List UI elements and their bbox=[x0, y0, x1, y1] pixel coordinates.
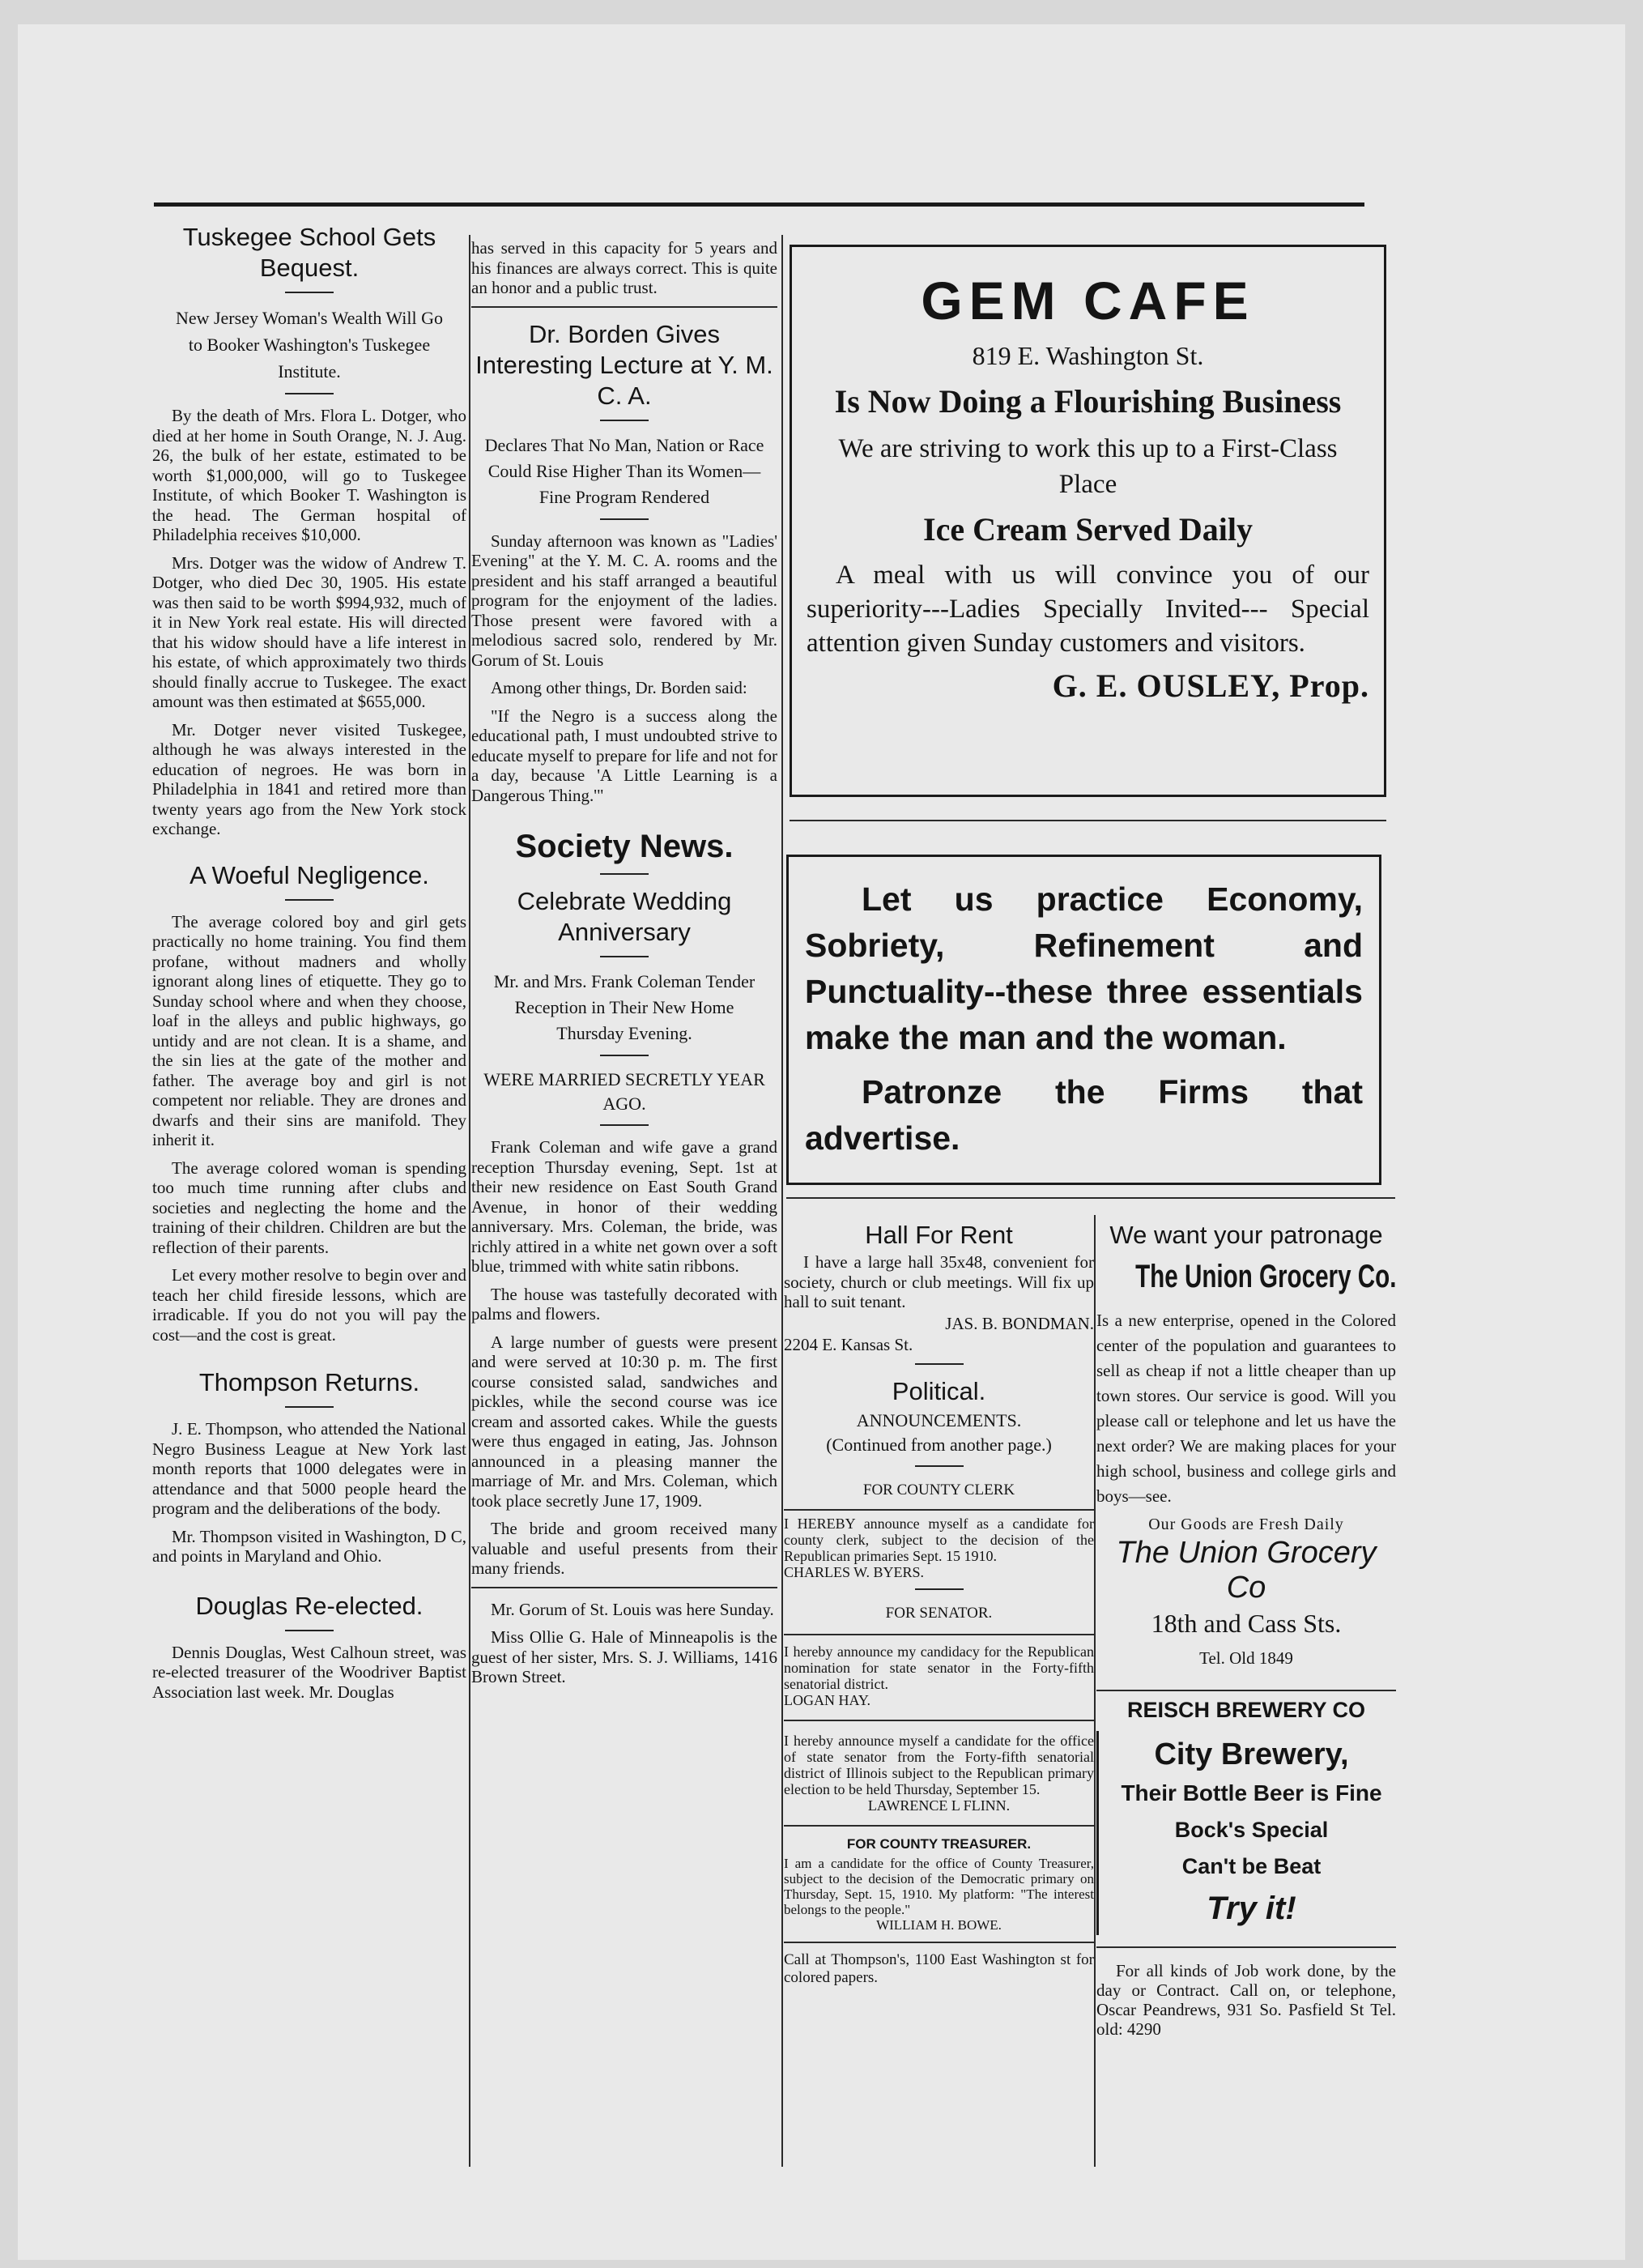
gem-cafe-address: 819 E. Washington St. bbox=[972, 341, 1204, 370]
divider bbox=[784, 1942, 1094, 1943]
union-fresh-daily: Our Goods are Fresh Daily bbox=[1148, 1516, 1344, 1533]
gem-cafe-line2: We are striving to work this up to a First-Class Place bbox=[838, 434, 1338, 499]
brewery-line1: City Brewery, bbox=[1154, 1737, 1349, 1771]
brewery-ad bbox=[1096, 1731, 1396, 1935]
divider bbox=[285, 1630, 334, 1631]
divider bbox=[471, 306, 777, 308]
economy-line1: Let us practice Economy, Sobriety, Refinement and Punctuality--these three essentials make the man and the woman. bbox=[805, 880, 1363, 1056]
headline-hall-for-rent: Hall For Rent bbox=[865, 1221, 1013, 1249]
union-telephone: Tel. Old 1849 bbox=[1199, 1648, 1293, 1668]
society-note: Miss Ollie G. Hale of Minneapolis is the guest of her sister, Mrs. S. J. Williams, 1416 Brown Street. bbox=[471, 1627, 777, 1686]
column-3 bbox=[784, 1215, 1094, 1987]
brewery-line3: Bock's Special bbox=[1174, 1818, 1329, 1842]
column-1 bbox=[152, 212, 466, 1710]
senator-flinn-signature: LAWRENCE L FLINN. bbox=[867, 1797, 1011, 1814]
paragraph: J. E. Thompson, who attended the National Negro Business League at New York last month reports that 1000 delegates were in attendance and that 5000 people heard the program and the deliberations of the body. bbox=[152, 1419, 466, 1518]
divider bbox=[1096, 1690, 1396, 1691]
society-note: Mr. Gorum of St. Louis was here Sunday. bbox=[491, 1599, 774, 1619]
paragraph: The average colored boy and girl gets practically no home training. You find them profane, without madners and wholly ignorant along lines of etiquette. They go to Sunday school where and when they choose, loaf in the alleys and public highways, go untidy and are not clean. It is a shame, and the sin lies at the gate of the mother and father. The average boy and girl is not competent nor reliable. They are drones and dwarfs and their sins are manifold. They inherit it. bbox=[152, 911, 466, 1149]
hall-signature: JAS. B. BONDMAN. bbox=[945, 1313, 1094, 1333]
deck-wedding: Mr. and Mrs. Frank Coleman Tender Reception in Their New Home Thursday Evening. bbox=[493, 971, 756, 1043]
senator-hay-signature: LOGAN HAY. bbox=[784, 1691, 871, 1708]
union-address: 18th and Cass Sts. bbox=[1151, 1609, 1342, 1638]
divider bbox=[784, 1825, 1094, 1827]
headline-thompson: Thompson Returns. bbox=[198, 1368, 420, 1396]
hall-body: I have a large hall 35x48, convenient for society, church or club meetings. Will fix up hall to suit tenant. bbox=[784, 1252, 1094, 1311]
headline-borden: Dr. Borden Gives Interesting Lecture at Y. M. C. A. bbox=[475, 319, 773, 410]
divider bbox=[600, 518, 649, 520]
treasurer-text: I am a candidate for the office of County Treasurer, subject to the decision of the Democratic primary on Thursday, Sept. 15, 1910. My platform: "The interest belongs to the people." bbox=[784, 1855, 1094, 1917]
paragraph: The house was tastefully decorated with palms and flowers. bbox=[471, 1284, 777, 1324]
senator-hay-text: I hereby announce my candidacy for the Republican nomination for state senator in the Forty-fifth senatorial district. bbox=[784, 1643, 1094, 1692]
political-continued: (Continued from another page.) bbox=[826, 1434, 1052, 1455]
hall-address: 2204 E. Kansas St. bbox=[784, 1335, 913, 1354]
deck-tuskegee: New Jersey Woman's Wealth Will Go to Booker Washington's Tuskegee Institute. bbox=[175, 308, 444, 382]
continued-text: has served in this capacity for 5 years and his finances are always correct. This is quite an honor and a public trust. bbox=[471, 238, 777, 297]
divider bbox=[784, 1509, 1094, 1511]
divider bbox=[915, 1363, 964, 1365]
divider bbox=[784, 1720, 1094, 1721]
paragraph: A large number of guests were present and were served at 10:30 p. m. The first course consisted salad, sandwiches and pickles, while the second course was ice cream and assorted cakes. While the guests were thus engaged in eating, Jas. Johnson announced in a pleasing manner the marriage of Mr. and Mrs. Coleman, which took place secretly June 17, 1909. bbox=[471, 1332, 777, 1511]
paragraph: The average colored woman is spending too much time running after clubs and societies and neglecting the home and the training of their children. Children are but the reflection of their parents. bbox=[152, 1157, 466, 1257]
gem-cafe-body: A meal with us will convince you of our superiority---Ladies Specially Invited--- Special attention given Sunday customers and visitors. bbox=[807, 561, 1369, 658]
paragraph: Among other things, Dr. Borden said: bbox=[491, 678, 747, 697]
divider bbox=[915, 1465, 964, 1467]
brewery-heading: REISCH BREWERY CO bbox=[1126, 1698, 1366, 1722]
divider bbox=[285, 292, 334, 293]
paragraph: The bride and groom received many valuable and useful presents from their many friends. bbox=[471, 1519, 777, 1578]
gem-cafe-line1: Is Now Doing a Flourishing Business bbox=[834, 383, 1342, 420]
paragraph: Mrs. Dotger was the widow of Andrew T. Dotger, who died Dec 30, 1905. His estate was then said to be worth $994,932, much of it in New York real estate. His will directed that his widow should have a life interest in his estate, of which approximately two thirds should finally accrue to Tuskegee. The exact amount was then estimated at $655,000. bbox=[152, 552, 466, 711]
job-work-notice: For all kinds of Job work done, by the day or Contract. Call on, or telephone, Oscar Peandrews, 931 So. Pasfield St Tel. old: 4290 bbox=[1096, 1961, 1396, 2039]
divider bbox=[471, 1587, 777, 1588]
paragraph: Let every mother resolve to begin over and teach her child fireside lessons, which are irradicable. If you do not you will pay the cost—and the cost is great. bbox=[152, 1265, 466, 1345]
headline-political: Political. bbox=[892, 1376, 986, 1405]
headline-negligence: A Woeful Negligence. bbox=[189, 860, 429, 889]
paragraph: Dennis Douglas, West Calhoun street, was re-elected treasurer of the Woodriver Baptist Association last week. Mr. Douglas bbox=[152, 1642, 466, 1702]
paragraph: Mr. Thompson visited in Washington, D C, and points in Maryland and Ohio. bbox=[152, 1526, 466, 1566]
paragraph: By the death of Mrs. Flora L. Dotger, who died at her home in South Orange, N. J. Aug. 26, the bulk of her estate, estimated to be worth $1,000,000, will go to Tuskegee Institute, of which Booker T. Washington is the head. The German hospital of Philadelphia receives $10,000. bbox=[152, 406, 466, 544]
paragraph: Mr. Dotger never visited Tuskegee, although he was always interested in the education of negroes. He was born in Philadelphia in 1841 and retired more than twenty years ago from the New York stock exchange. bbox=[152, 719, 466, 838]
economy-line2: Patronze the Firms that advertise. bbox=[805, 1073, 1363, 1157]
divider bbox=[600, 1055, 649, 1056]
divider bbox=[915, 1588, 964, 1590]
thompson-papers-note: Call at Thompson's, 1100 East Washington st for colored papers. bbox=[784, 1950, 1094, 1986]
column-rule bbox=[469, 235, 470, 2167]
headline-wedding: Celebrate Wedding Anniversary bbox=[517, 887, 732, 946]
paragraph: "If the Negro is a success along the educational path, I must undoubted strive to educate myself to prepare for life and not for a day, because 'A Little Learning is a Dangerous Thing.'" bbox=[471, 706, 777, 805]
county-clerk-signature: CHARLES W. BYERS. bbox=[784, 1563, 925, 1580]
divider bbox=[600, 956, 649, 957]
county-clerk-heading: FOR COUNTY CLERK bbox=[862, 1481, 1015, 1498]
gem-cafe-title: GEM CAFE bbox=[921, 271, 1255, 330]
paragraph: Frank Coleman and wife gave a grand reception Thursday evening, Sept. 1st at their new residence on East South Grand Avenue, in honor of their wedding anniversary. Mrs. Coleman, the bride, was richly attired in a white net gown over a soft blue, trimmed with white satin ribbons. bbox=[471, 1137, 777, 1276]
masthead-rule bbox=[154, 202, 1364, 207]
divider bbox=[790, 820, 1386, 821]
treasurer-signature: WILLIAM H. BOWE. bbox=[876, 1916, 1002, 1933]
column-4 bbox=[1096, 1215, 1396, 2047]
subhead-caps: WERE MARRIED SECRETLY YEAR AGO. bbox=[483, 1069, 765, 1114]
brewery-line4: Can't be Beat bbox=[1181, 1854, 1322, 1878]
county-clerk-text: I HEREBY announce myself as a candidate for county clerk, subject to the decision of the Republican primaries Sept. 15 1910. bbox=[784, 1515, 1094, 1564]
column-rule bbox=[1094, 1215, 1096, 2167]
divider bbox=[1096, 1946, 1396, 1948]
divider bbox=[600, 873, 649, 875]
union-grocery-title: The Union Grocery Co. bbox=[1135, 1259, 1397, 1294]
headline-douglas: Douglas Re-elected. bbox=[195, 1591, 424, 1620]
section-society-news: Society News. bbox=[515, 829, 734, 864]
senator-flinn-text: I hereby announce myself a candidate for the office of state senator from the Forty-fifth senatorial district of Illinois subject to the Republican primary election to be held Thursday, September 15. bbox=[784, 1732, 1094, 1797]
divider bbox=[285, 1406, 334, 1408]
economy-text bbox=[805, 876, 1363, 1162]
paragraph: Sunday afternoon was known as "Ladies' Evening" at the Y. M. C. A. rooms and the president and his staff arranged a beautiful program for the enjoyment of the ladies. Those present were favored with a melodious sacred solo, rendered by Mr. Gorum of St. Louis bbox=[471, 531, 777, 670]
divider bbox=[285, 899, 334, 901]
column-rule bbox=[781, 235, 783, 2167]
senator-heading: FOR SENATOR. bbox=[885, 1604, 993, 1622]
divider bbox=[600, 1124, 649, 1126]
divider bbox=[784, 1634, 1094, 1635]
union-grocery-body: Is a new enterprise, opened in the Colored center of the population and guarantees to sell as cheap if not a little cheaper than up town stores. Our service is good. Will you please call or telephone and let us have the next order? We are making places for your high school, business and college girls and boys—see. bbox=[1096, 1311, 1396, 1506]
gem-cafe-ad bbox=[790, 245, 1386, 797]
deck-borden: Declares That No Man, Nation or Race Could Rise Higher Than its Women— Fine Program Rendered bbox=[484, 434, 764, 507]
union-want-patronage: We want your patronage bbox=[1109, 1221, 1383, 1249]
headline-tuskegee: Tuskegee School Gets Bequest. bbox=[182, 223, 436, 282]
economy-ad bbox=[786, 855, 1381, 1185]
gem-cafe-proprietor: G. E. OUSLEY, Prop. bbox=[1052, 667, 1369, 704]
union-signature: The Union Grocery Co bbox=[1116, 1536, 1377, 1605]
political-sub: ANNOUNCEMENTS. bbox=[856, 1409, 1022, 1430]
gem-cafe-ice-cream: Ice Cream Served Daily bbox=[923, 511, 1253, 548]
divider bbox=[285, 393, 334, 394]
divider bbox=[600, 420, 649, 421]
brewery-line2: Their Bottle Beer is Fine bbox=[1121, 1780, 1382, 1805]
divider bbox=[786, 1197, 1395, 1199]
brewery-line5: Try it! bbox=[1207, 1891, 1296, 1926]
treasurer-heading: FOR COUNTY TREASURER. bbox=[846, 1835, 1032, 1852]
column-2 bbox=[471, 212, 777, 1695]
